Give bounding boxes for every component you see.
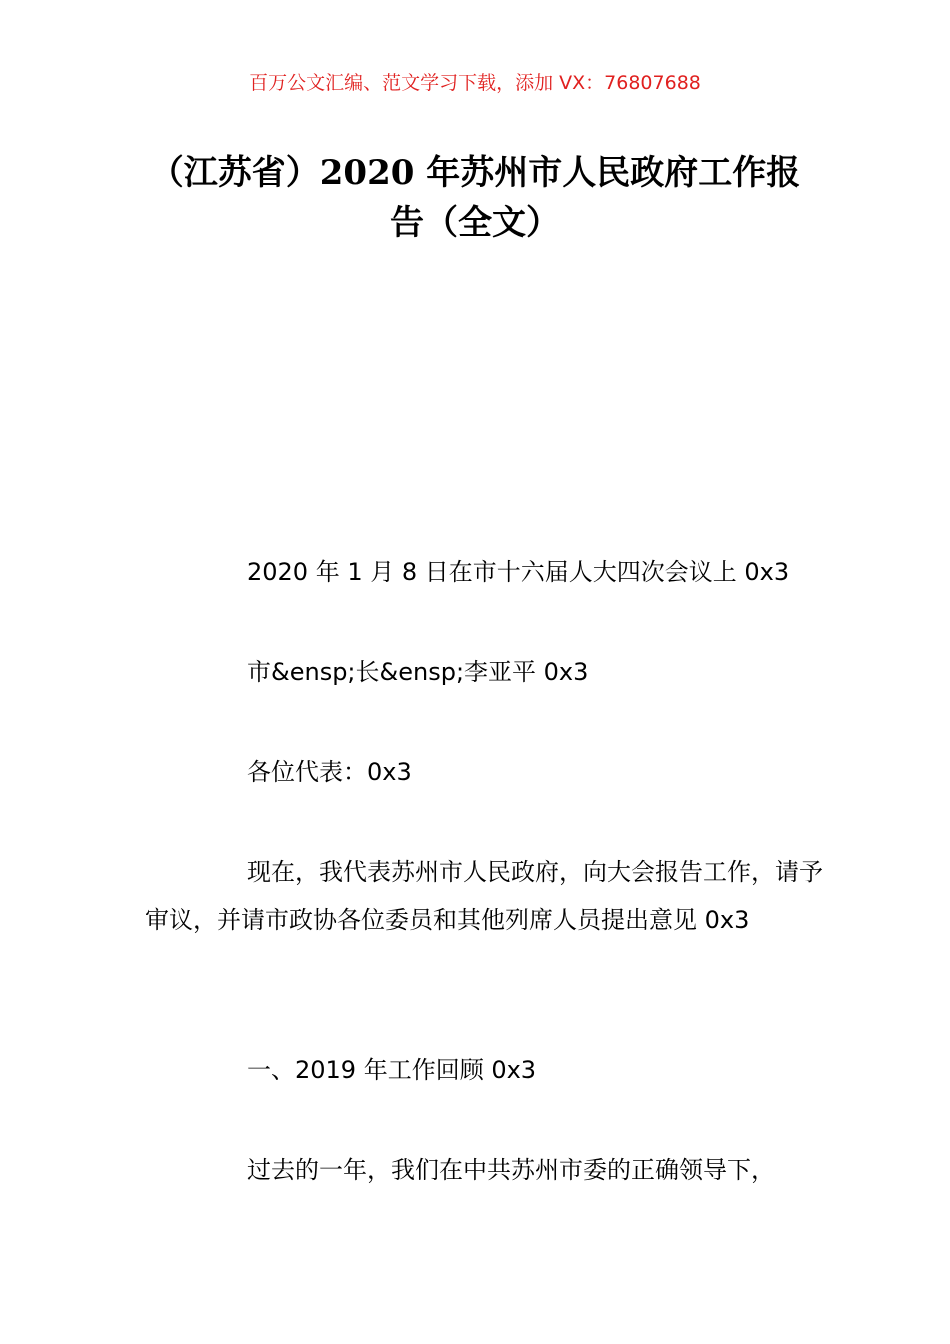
paragraph-date-meeting: 2020 年 1 月 8 日在市十六届人大四次会议上 0x3 — [247, 558, 790, 586]
paragraph-salutation: 各位代表：0x3 — [247, 758, 412, 786]
paragraph-intro: 现在，我代表苏州市人民政府，向大会报告工作，请予审议，并请市政协各位委员和其他列席人员提出意见 0x3 — [145, 858, 823, 934]
paragraph-past-year: 过去的一年，我们在中共苏州市委的正确领导下， — [247, 1156, 775, 1184]
document-title — [140, 148, 810, 248]
title-line-1: （江苏省）2020 年苏州市人民政府工作报 — [149, 153, 801, 193]
title-line-2: 告（全文） — [390, 203, 560, 243]
section-heading-review: 一、2019 年工作回顾 0x3 — [247, 1056, 537, 1084]
header-promo-note: 百万公文汇编、范文学习下载，添加 VX：76807688 — [249, 72, 701, 94]
paragraph-mayor: 市&ensp;长&ensp;李亚平 0x3 — [247, 658, 589, 686]
